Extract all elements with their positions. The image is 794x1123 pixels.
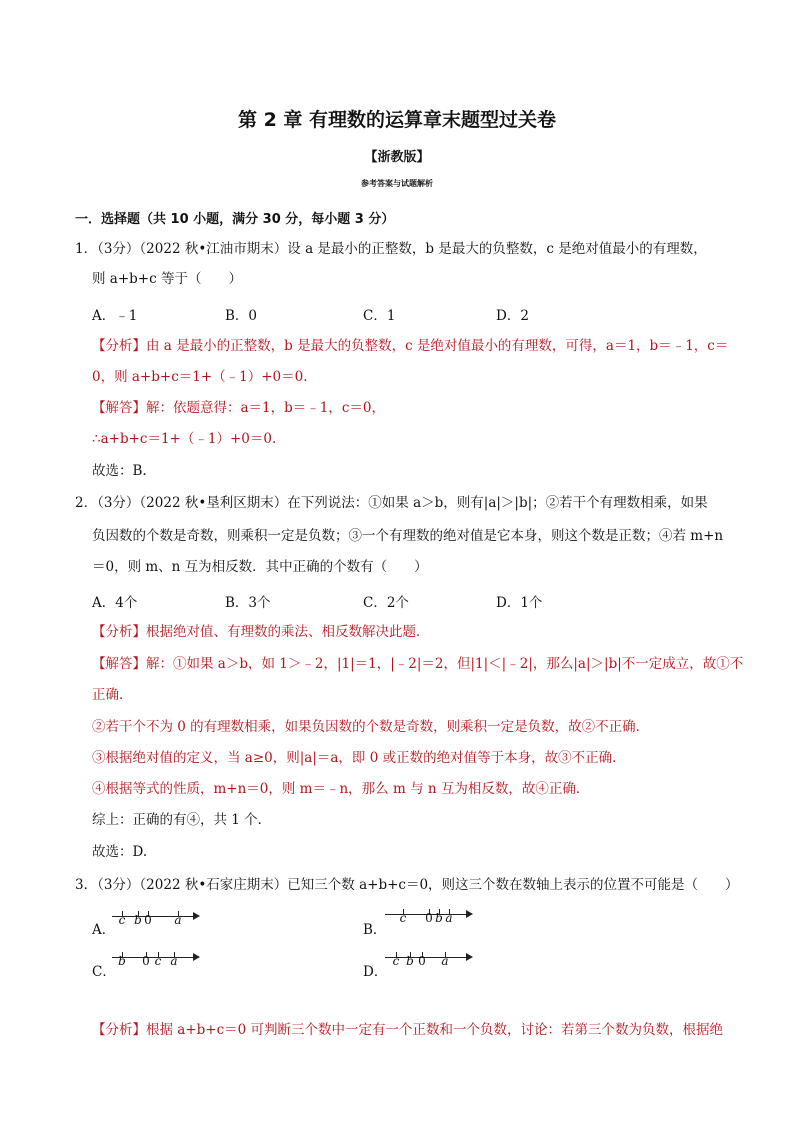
q1-option-d: D．2 (496, 308, 529, 324)
number-line-label: c (154, 954, 162, 968)
q2-summary: 综上：正确的有④，共 1 个． (92, 812, 272, 828)
q2-solution-point3: ③根据绝对值的定义，当 a≥0，则|a|＝a，即 0 或正数的绝对值等于本身，故③不正确． (92, 750, 626, 766)
number-line-label: 0 (425, 911, 433, 925)
q2-solution-point4: ④根据等式的性质，m+n＝0，则 m＝﹣n，那么 m 与 n 互为相反数，故④正确． (92, 781, 590, 797)
q2-stem-line3: ＝0，则 m、n 互为相反数．其中正确的个数有（ ） (92, 559, 428, 575)
q1-stem-line1: 1．（3分）（2022 秋•江油市期末）设 a 是最小的正整数，b 是最大的负整数，c 是绝对值最小的有理数， (75, 241, 707, 257)
q2-option-a: A．4个 (92, 595, 138, 611)
q1-analysis-line2: 0，则 a+b+c＝1+（﹣1）+0＝0. (92, 369, 308, 385)
q2-solution-line2: 正确． (92, 687, 133, 703)
q1-option-b: B．0 (225, 308, 258, 324)
q3-option-d-label: D． (363, 964, 388, 980)
q3-option-a-label: A． (92, 922, 116, 938)
arrow-head-icon (466, 953, 473, 961)
q2-stem-line1: 2．（3分）（2022 秋•垦利区期末）在下列说法：①如果 a＞b，则有|a|＞|b|；②若干个有理数相乘，如果 (75, 495, 708, 511)
page-title: 第 2 章 有理数的运算章末题型过关卷 (237, 109, 557, 131)
q2-option-b: B．3个 (225, 595, 271, 611)
q2-stem-line2: 负因数的个数是奇数，则乘积一定是负数；③一个有理数的绝对值是它本身，则这个数是正数；④若 m+n (92, 528, 724, 544)
q3-stem: 3．（3分）（2022 秋•石家庄期末）已知三个数 a+b+c＝0，则这三个数在数轴上表示的位置不可能是（ ） (75, 877, 739, 893)
arrow-head-icon (466, 910, 473, 918)
q2-answer: 故选：D. (92, 844, 148, 860)
q2-solution-point1: ①如果 a＞b，如 1＞﹣2，|1|＝1，|﹣2|＝2，但|1|＜|﹣2|，那么|a|＞|b|不一定成立，故①不 (173, 656, 744, 672)
number-line-label: a (445, 911, 453, 925)
answer-subtitle: 参考答案与试题解析 (361, 179, 433, 188)
q1-option-c: C．1 (363, 308, 396, 324)
q3-number-line-d (385, 951, 473, 973)
number-line-label: a (174, 913, 182, 927)
number-line-label: 0 (418, 954, 426, 968)
arrow-head-icon (193, 953, 200, 961)
number-line-label: c (118, 913, 126, 927)
q1-solution-line2: ∴a+b+c＝1+（﹣1）+0＝0. (92, 431, 277, 447)
number-line-label: c (392, 954, 400, 968)
q1-solution-line1: 【解答】解：依题意得：a＝1，b＝﹣1，c＝0， (92, 400, 386, 416)
number-line-label: a (170, 954, 178, 968)
number-line-label: b (406, 954, 414, 968)
q2-analysis: 【分析】根据绝对值、有理数的乘法、相反数解决此题． (92, 624, 430, 640)
q3-number-line-c (112, 951, 200, 973)
arrow-head-icon (193, 912, 200, 920)
number-line-label: 0 (142, 954, 150, 968)
q3-number-line-b (385, 908, 473, 930)
q2-solution-point2: ②若干个不为 0 的有理数相乘，如果负因数的个数是奇数，则乘积一定是负数，故②不正确． (92, 719, 650, 735)
q3-analysis: 【分析】根据 a+b+c＝0 可判断三个数中一定有一个正数和一个负数，讨论：若第三个数为负数，根据绝 (92, 1022, 724, 1038)
q1-option-a: A．﹣1 (92, 308, 138, 324)
q3-number-line-a (112, 910, 200, 932)
edition-label: 【浙教版】 (364, 150, 430, 165)
q1-analysis-line1: 【分析】由 a 是最小的正整数，b 是最大的负整数，c 是绝对值最小的有理数，可得，a＝1，b＝﹣1，c＝ (92, 338, 729, 354)
q3-option-b-label: B． (363, 922, 387, 938)
q1-stem-line2: 则 a+b+c 等于（ ） (92, 271, 242, 287)
q2-solution-prefix: 【解答】解： (92, 656, 173, 672)
number-line-label: c (399, 911, 407, 925)
section-heading: 一．选择题（共 10 小题，满分 30 分，每小题 3 分） (75, 212, 395, 227)
q1-answer: 故选：B. (92, 463, 147, 479)
number-line-label: a (441, 954, 449, 968)
number-line-label: 0 (144, 913, 152, 927)
number-line-label: b (134, 913, 142, 927)
q3-option-c-label: C． (92, 964, 116, 980)
number-line-label: b (118, 954, 126, 968)
q2-option-c: C．2个 (363, 595, 409, 611)
q2-option-d: D．1个 (496, 595, 543, 611)
q2-solution-line1 (92, 655, 743, 673)
number-line-label: b (435, 911, 443, 925)
